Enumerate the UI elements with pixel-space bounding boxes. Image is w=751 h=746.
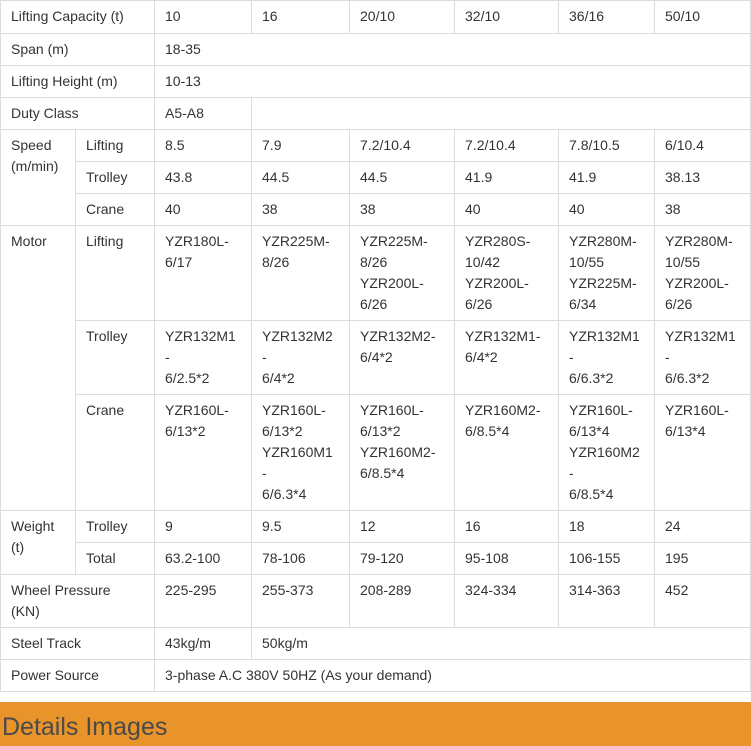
motor-trolley-label: Trolley xyxy=(76,321,155,395)
table-cell: YZR160L- 6/13*2 YZR160M1 - 6/6.3*4 xyxy=(252,395,350,511)
table-cell: YZR280M- 10/55 YZR225M- 6/34 xyxy=(559,226,655,321)
motor-crane-label: Crane xyxy=(76,395,155,511)
duty-class-value: A5-A8 xyxy=(155,98,252,130)
table-cell: 24 xyxy=(655,511,751,543)
table-cell: 18 xyxy=(559,511,655,543)
duty-class-label: Duty Class xyxy=(1,98,155,130)
table-cell: YZR225M- 8/26 xyxy=(252,226,350,321)
capacity-header: 32/10 xyxy=(455,1,559,34)
table-cell: 324-334 xyxy=(455,575,559,628)
table-row xyxy=(1,628,751,660)
table-row xyxy=(1,511,751,543)
table-cell: 8.5 xyxy=(155,130,252,162)
capacity-header: 50/10 xyxy=(655,1,751,34)
table-row xyxy=(1,321,751,395)
table-cell: YZR132M2- 6/4*2 xyxy=(350,321,455,395)
table-row xyxy=(1,162,751,194)
table-row xyxy=(1,226,751,321)
table-cell: 50kg/m xyxy=(252,628,751,660)
lifting-height-label: Lifting Height (m) xyxy=(1,66,155,98)
details-images-header xyxy=(0,702,751,746)
steel-track-label: Steel Track xyxy=(1,628,155,660)
capacity-header: 36/16 xyxy=(559,1,655,34)
table-row xyxy=(1,660,751,692)
table-row xyxy=(1,98,751,130)
table-cell: 63.2-100 xyxy=(155,543,252,575)
table-cell: YZR160L- 6/13*4 YZR160M2 - 6/8.5*4 xyxy=(559,395,655,511)
motor-label: Motor xyxy=(1,226,76,511)
table-cell: 44.5 xyxy=(252,162,350,194)
table-cell: 38 xyxy=(252,194,350,226)
table-cell: 40 xyxy=(559,194,655,226)
wheel-pressure-label: Wheel Pressure (KN) xyxy=(1,575,155,628)
table-row xyxy=(1,34,751,66)
capacity-header: 10 xyxy=(155,1,252,34)
table-cell: 12 xyxy=(350,511,455,543)
table-cell: YZR280S- 10/42 YZR200L- 6/26 xyxy=(455,226,559,321)
span-label: Span (m) xyxy=(1,34,155,66)
table-cell: YZR160L- 6/13*4 xyxy=(655,395,751,511)
details-images-title: Details Images xyxy=(2,713,168,741)
table-cell: 255-373 xyxy=(252,575,350,628)
power-source-label: Power Source xyxy=(1,660,155,692)
table-cell: 314-363 xyxy=(559,575,655,628)
weight-label: Weight (t) xyxy=(1,511,76,575)
table-cell: 225-295 xyxy=(155,575,252,628)
table-row xyxy=(1,130,751,162)
lifting-height-value: 10-13 xyxy=(155,66,751,98)
table-row xyxy=(1,543,751,575)
table-cell: 44.5 xyxy=(350,162,455,194)
table-cell: YZR160M2- 6/8.5*4 xyxy=(455,395,559,511)
speed-label: Speed (m/min) xyxy=(1,130,76,226)
table-cell: YZR180L- 6/17 xyxy=(155,226,252,321)
speed-crane-label: Crane xyxy=(76,194,155,226)
table-row xyxy=(1,66,751,98)
table-cell: 38.13 xyxy=(655,162,751,194)
table-cell: 40 xyxy=(455,194,559,226)
table-cell: 38 xyxy=(350,194,455,226)
table-cell: YZR132M1 - 6/6.3*2 xyxy=(655,321,751,395)
speed-trolley-label: Trolley xyxy=(76,162,155,194)
table-cell: 43.8 xyxy=(155,162,252,194)
speed-lifting-label: Lifting xyxy=(76,130,155,162)
table-cell: 43kg/m xyxy=(155,628,252,660)
table-cell: 9 xyxy=(155,511,252,543)
table-cell: YZR280M- 10/55 YZR200L- 6/26 xyxy=(655,226,751,321)
table-row xyxy=(1,1,751,34)
table-cell: 78-106 xyxy=(252,543,350,575)
span-value: 18-35 xyxy=(155,34,751,66)
table-cell: YZR225M- 8/26 YZR200L- 6/26 xyxy=(350,226,455,321)
table-cell: 195 xyxy=(655,543,751,575)
table-cell: 106-155 xyxy=(559,543,655,575)
table-cell: 7.2/10.4 xyxy=(350,130,455,162)
table-cell: 79-120 xyxy=(350,543,455,575)
table-cell: 208-289 xyxy=(350,575,455,628)
table-cell: 95-108 xyxy=(455,543,559,575)
power-source-value: 3-phase A.C 380V 50HZ (As your demand) xyxy=(155,660,751,692)
table-cell: 7.8/10.5 xyxy=(559,130,655,162)
table-cell: 7.2/10.4 xyxy=(455,130,559,162)
table-cell: YZR160L- 6/13*2 xyxy=(155,395,252,511)
table-cell: 38 xyxy=(655,194,751,226)
table-cell: 41.9 xyxy=(455,162,559,194)
table-cell: YZR132M1- 6/4*2 xyxy=(455,321,559,395)
weight-trolley-label: Trolley xyxy=(76,511,155,543)
table-cell: 16 xyxy=(455,511,559,543)
table-cell: 41.9 xyxy=(559,162,655,194)
table-cell: 40 xyxy=(155,194,252,226)
table-cell: YZR132M1 - 6/6.3*2 xyxy=(559,321,655,395)
empty-cell xyxy=(252,98,751,130)
table-cell: YZR160L- 6/13*2 YZR160M2- 6/8.5*4 xyxy=(350,395,455,511)
capacity-header: 16 xyxy=(252,1,350,34)
capacity-header: 20/10 xyxy=(350,1,455,34)
table-cell: YZR132M2 - 6/4*2 xyxy=(252,321,350,395)
table-cell: 7.9 xyxy=(252,130,350,162)
motor-lifting-label: Lifting xyxy=(76,226,155,321)
weight-total-label: Total xyxy=(76,543,155,575)
table-cell: 6/10.4 xyxy=(655,130,751,162)
table-row xyxy=(1,395,751,511)
table-cell: 452 xyxy=(655,575,751,628)
table-cell: 9.5 xyxy=(252,511,350,543)
table-row xyxy=(1,575,751,628)
lifting-capacity-label: Lifting Capacity (t) xyxy=(1,1,155,34)
table-cell: YZR132M1 - 6/2.5*2 xyxy=(155,321,252,395)
table-row xyxy=(1,194,751,226)
